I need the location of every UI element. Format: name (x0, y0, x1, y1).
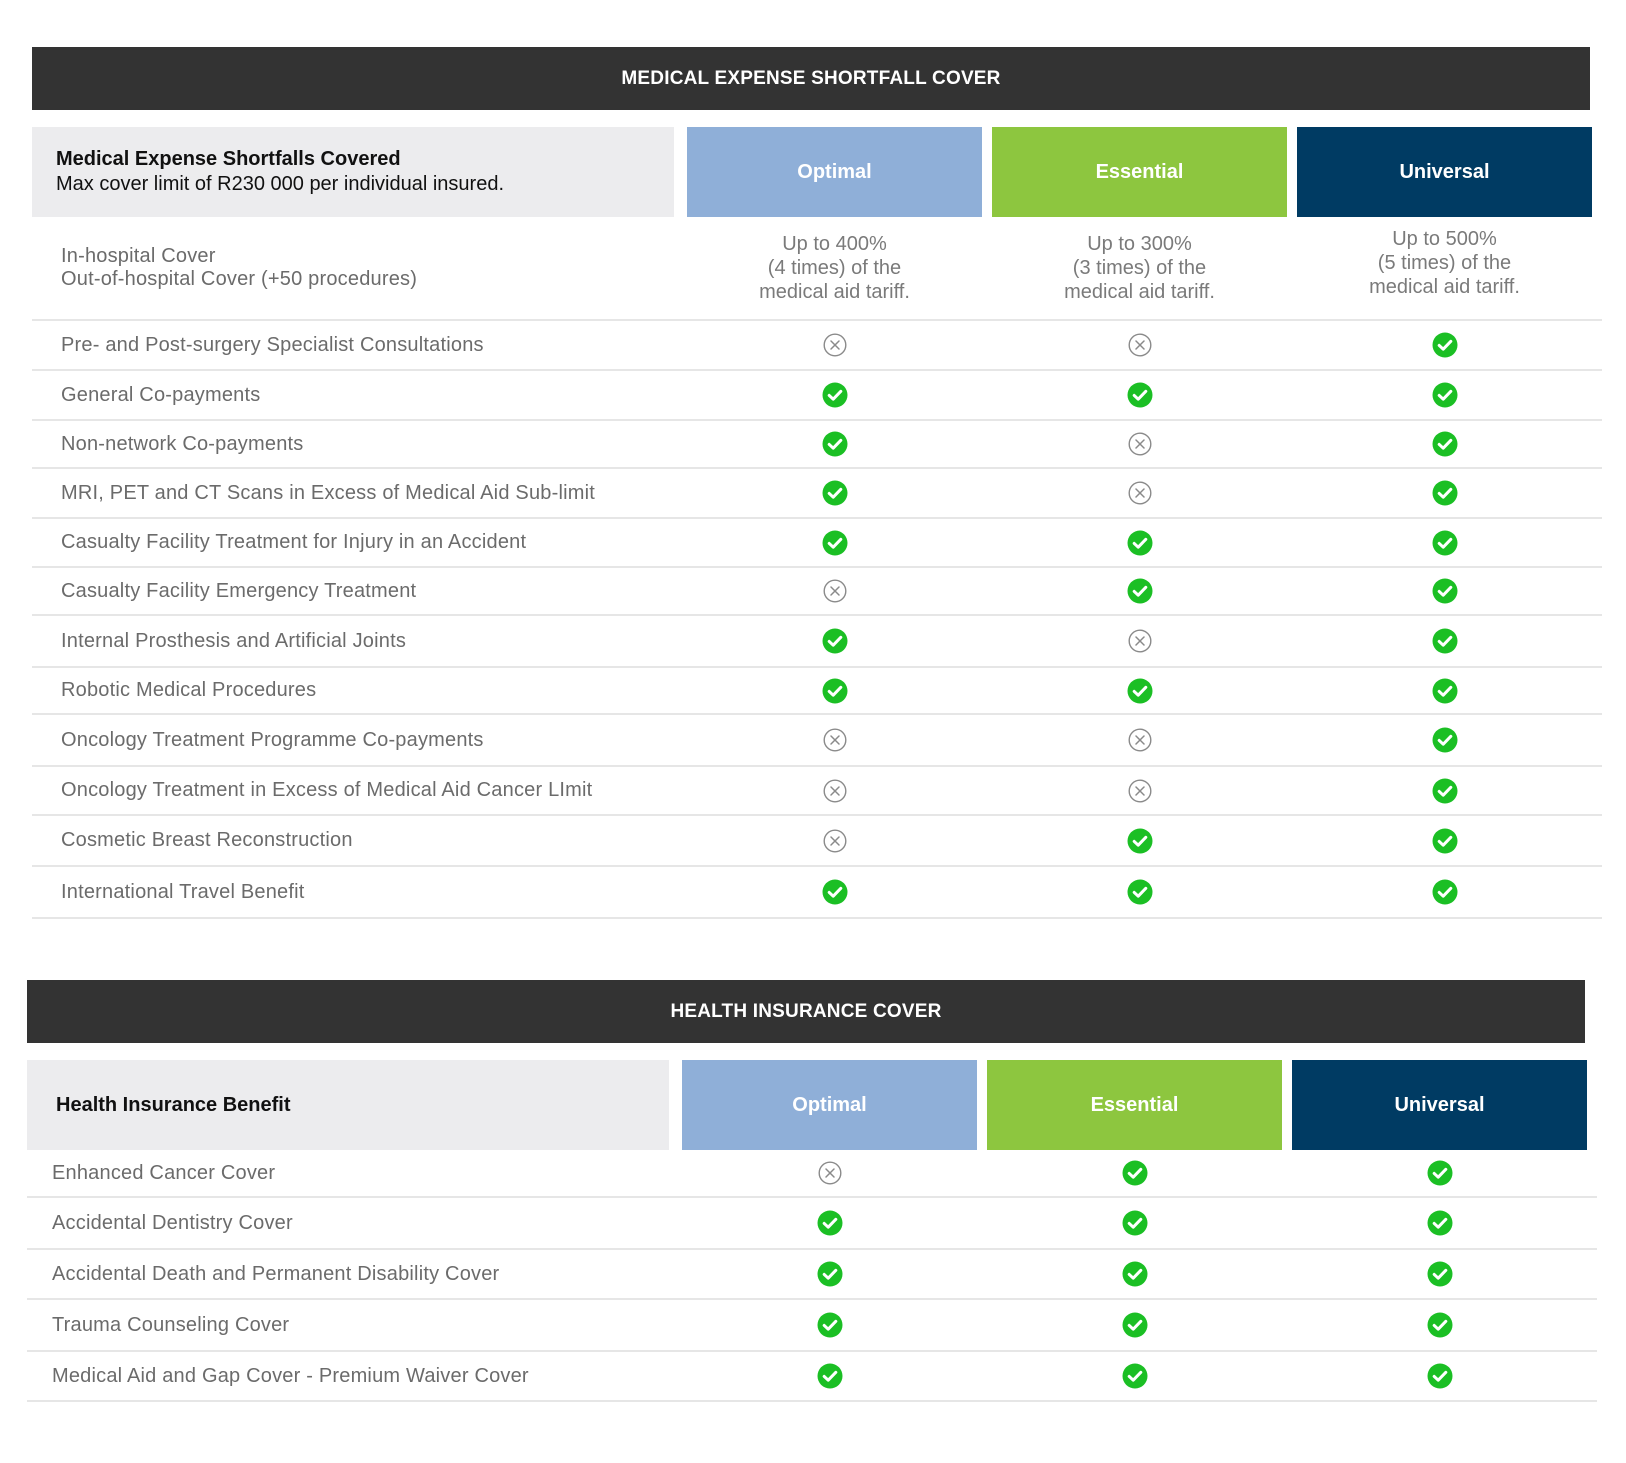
cell-universal (1297, 715, 1592, 765)
health-rows (27, 1150, 1597, 1402)
cross-circle-icon (818, 1161, 842, 1185)
cell-essential (992, 668, 1287, 713)
header-title: Medical Expense Shortfalls Covered (56, 148, 401, 170)
tariff-text: medical aid tariff. (1369, 276, 1520, 298)
row-label: Robotic Medical Procedures (61, 679, 317, 701)
row-label: Trauma Counseling Cover (52, 1313, 290, 1336)
cell-universal (1292, 1300, 1587, 1350)
row-label: MRI, PET and CT Scans in Excess of Medical Aid Sub-limit (61, 481, 595, 504)
cell-universal (1297, 469, 1592, 517)
check-circle-icon (1432, 431, 1458, 457)
cell-essential (987, 1198, 1282, 1248)
row-label: Accidental Dentistry Cover (52, 1211, 293, 1234)
check-circle-icon (822, 480, 848, 506)
check-circle-icon (1432, 828, 1458, 854)
tariff-text: Up to 400% (782, 233, 887, 255)
check-circle-icon (1432, 778, 1458, 804)
table-header (27, 1060, 1597, 1150)
tariff-label-line1: In-hospital Cover (61, 245, 216, 267)
check-circle-icon (822, 382, 848, 408)
section-banner: HEALTH INSURANCE COVER (27, 980, 1585, 1043)
tariff-universal (1297, 217, 1592, 319)
cell-optimal (687, 867, 982, 917)
check-circle-icon (1127, 879, 1153, 905)
cell-universal (1297, 421, 1592, 467)
row-label: Pre- and Post-surgery Specialist Consultations (61, 333, 484, 356)
check-circle-icon (1432, 332, 1458, 358)
check-circle-icon (1432, 879, 1458, 905)
cell-essential (987, 1150, 1282, 1196)
row-label: Medical Aid and Gap Cover - Premium Waiver Cover (52, 1364, 529, 1387)
cell-essential (992, 715, 1287, 765)
cell-essential (992, 321, 1287, 369)
cell-optimal (682, 1250, 977, 1298)
table-row (27, 1300, 1597, 1352)
check-circle-icon (1127, 578, 1153, 604)
cell-optimal (687, 421, 982, 467)
row-label: Oncology Treatment Programme Co-payments (61, 728, 484, 751)
cell-optimal (687, 668, 982, 713)
cell-universal (1297, 321, 1592, 369)
check-circle-icon (1432, 578, 1458, 604)
plan-header-essential: Essential (987, 1060, 1282, 1150)
plan-header-universal: Universal (1292, 1060, 1587, 1150)
tariff-text: (5 times) of the (1377, 252, 1512, 274)
cell-essential (992, 519, 1287, 566)
cell-essential (992, 616, 1287, 666)
plan-header-optimal: Optimal (682, 1060, 977, 1150)
check-circle-icon (1432, 727, 1458, 753)
cell-optimal (682, 1198, 977, 1248)
cell-universal (1297, 616, 1592, 666)
check-circle-icon (1122, 1363, 1148, 1389)
table-row (32, 616, 1602, 668)
header-label-cell (27, 1060, 669, 1150)
check-circle-icon (1127, 530, 1153, 556)
cross-circle-icon (1128, 481, 1152, 505)
cell-essential (987, 1250, 1282, 1298)
cross-circle-icon (1128, 728, 1152, 752)
table-row (32, 519, 1602, 568)
cell-essential (992, 867, 1287, 917)
cell-optimal (687, 816, 982, 865)
cell-optimal (687, 616, 982, 666)
table-row (32, 668, 1602, 715)
cell-optimal (687, 519, 982, 566)
table-row (32, 371, 1602, 421)
check-circle-icon (817, 1312, 843, 1338)
cell-universal (1297, 668, 1592, 713)
check-circle-icon (822, 431, 848, 457)
cross-circle-icon (1128, 432, 1152, 456)
header-subtitle: Max cover limit of R230 000 per individual insured. (56, 173, 504, 195)
check-circle-icon (1427, 1312, 1453, 1338)
cross-circle-icon (1128, 333, 1152, 357)
cross-circle-icon (823, 728, 847, 752)
row-label: Internal Prosthesis and Artificial Joints (61, 629, 407, 652)
row-label: Oncology Treatment in Excess of Medical Aid Cancer LImit (61, 779, 593, 801)
tariff-text: medical aid tariff. (1064, 281, 1215, 303)
check-circle-icon (1122, 1261, 1148, 1287)
cell-essential (992, 767, 1287, 814)
medical-rows (32, 321, 1602, 919)
check-circle-icon (1432, 530, 1458, 556)
cell-optimal (687, 469, 982, 517)
tariff-optimal (687, 217, 982, 319)
plan-header-essential: Essential (992, 127, 1287, 217)
row-label: Cosmetic Breast Reconstruction (61, 829, 353, 851)
check-circle-icon (1122, 1160, 1148, 1186)
check-circle-icon (1427, 1160, 1453, 1186)
table-row (32, 421, 1602, 469)
row-label: Enhanced Cancer Cover (52, 1161, 276, 1184)
section-banner: MEDICAL EXPENSE SHORTFALL COVER (32, 47, 1590, 110)
check-circle-icon (1427, 1210, 1453, 1236)
cell-optimal (687, 715, 982, 765)
table-row (27, 1150, 1597, 1198)
check-circle-icon (822, 678, 848, 704)
tariff-label-line2: Out-of-hospital Cover (+50 procedures) (61, 268, 418, 290)
check-circle-icon (1122, 1312, 1148, 1338)
cell-optimal (682, 1150, 977, 1196)
cell-essential (987, 1300, 1282, 1350)
cell-essential (992, 421, 1287, 467)
plan-header-optimal: Optimal (687, 127, 982, 217)
tariff-essential (992, 217, 1287, 319)
row-label: International Travel Benefit (61, 880, 305, 903)
cell-universal (1297, 867, 1592, 917)
check-circle-icon (822, 530, 848, 556)
plan-header-universal: Universal (1297, 127, 1592, 217)
cell-optimal (687, 568, 982, 614)
check-circle-icon (1432, 678, 1458, 704)
check-circle-icon (1432, 628, 1458, 654)
cell-universal (1292, 1198, 1587, 1248)
cell-universal (1292, 1250, 1587, 1298)
cell-universal (1297, 767, 1592, 814)
check-circle-icon (1127, 678, 1153, 704)
row-label: Casualty Facility Treatment for Injury in an Accident (61, 531, 527, 553)
table-row (27, 1250, 1597, 1300)
table-row (27, 1198, 1597, 1250)
cell-universal (1297, 371, 1592, 419)
cell-optimal (682, 1352, 977, 1400)
check-circle-icon (1432, 480, 1458, 506)
cross-circle-icon (823, 829, 847, 853)
table-row-tariff (32, 217, 1602, 321)
row-label: Non-network Co-payments (61, 432, 304, 455)
medical-expense-section (32, 47, 1602, 919)
tariff-text: medical aid tariff. (759, 281, 910, 303)
cell-universal (1292, 1352, 1587, 1400)
cross-circle-icon (1128, 629, 1152, 653)
table-row (27, 1352, 1597, 1402)
tariff-text: (3 times) of the (1072, 257, 1207, 279)
cell-universal (1297, 519, 1592, 566)
row-label (61, 217, 417, 319)
tariff-text: (4 times) of the (767, 257, 902, 279)
check-circle-icon (1127, 828, 1153, 854)
table-row (32, 867, 1602, 919)
cell-essential (992, 371, 1287, 419)
tariff-text: Up to 300% (1087, 233, 1192, 255)
table-row (32, 816, 1602, 867)
row-label: Casualty Facility Emergency Treatment (61, 579, 417, 602)
check-circle-icon (822, 879, 848, 905)
cell-universal (1297, 568, 1592, 614)
cross-circle-icon (823, 333, 847, 357)
row-label: Accidental Death and Permanent Disability Cover (52, 1262, 500, 1285)
tariff-text: Up to 500% (1392, 228, 1497, 250)
table-row (32, 469, 1602, 519)
check-circle-icon (817, 1363, 843, 1389)
cell-universal (1292, 1150, 1587, 1196)
table-row (32, 767, 1602, 816)
cross-circle-icon (1128, 779, 1152, 803)
table-row (32, 568, 1602, 616)
table-row (32, 321, 1602, 371)
cell-essential (987, 1352, 1282, 1400)
check-circle-icon (1432, 382, 1458, 408)
cross-circle-icon (823, 579, 847, 603)
header-label-cell (32, 127, 674, 217)
cell-essential (992, 568, 1287, 614)
cell-essential (992, 469, 1287, 517)
table-header (32, 127, 1602, 217)
check-circle-icon (1122, 1210, 1148, 1236)
cross-circle-icon (823, 779, 847, 803)
check-circle-icon (1427, 1363, 1453, 1389)
check-circle-icon (1427, 1261, 1453, 1287)
cell-optimal (682, 1300, 977, 1350)
cell-universal (1297, 816, 1592, 865)
cell-essential (992, 816, 1287, 865)
check-circle-icon (822, 628, 848, 654)
table-row (32, 715, 1602, 767)
health-insurance-section (27, 980, 1597, 1402)
header-title: Health Insurance Benefit (56, 1093, 291, 1116)
check-circle-icon (817, 1210, 843, 1236)
cell-optimal (687, 321, 982, 369)
check-circle-icon (817, 1261, 843, 1287)
cell-optimal (687, 371, 982, 419)
cell-optimal (687, 767, 982, 814)
row-label: General Co-payments (61, 383, 261, 406)
check-circle-icon (1127, 382, 1153, 408)
